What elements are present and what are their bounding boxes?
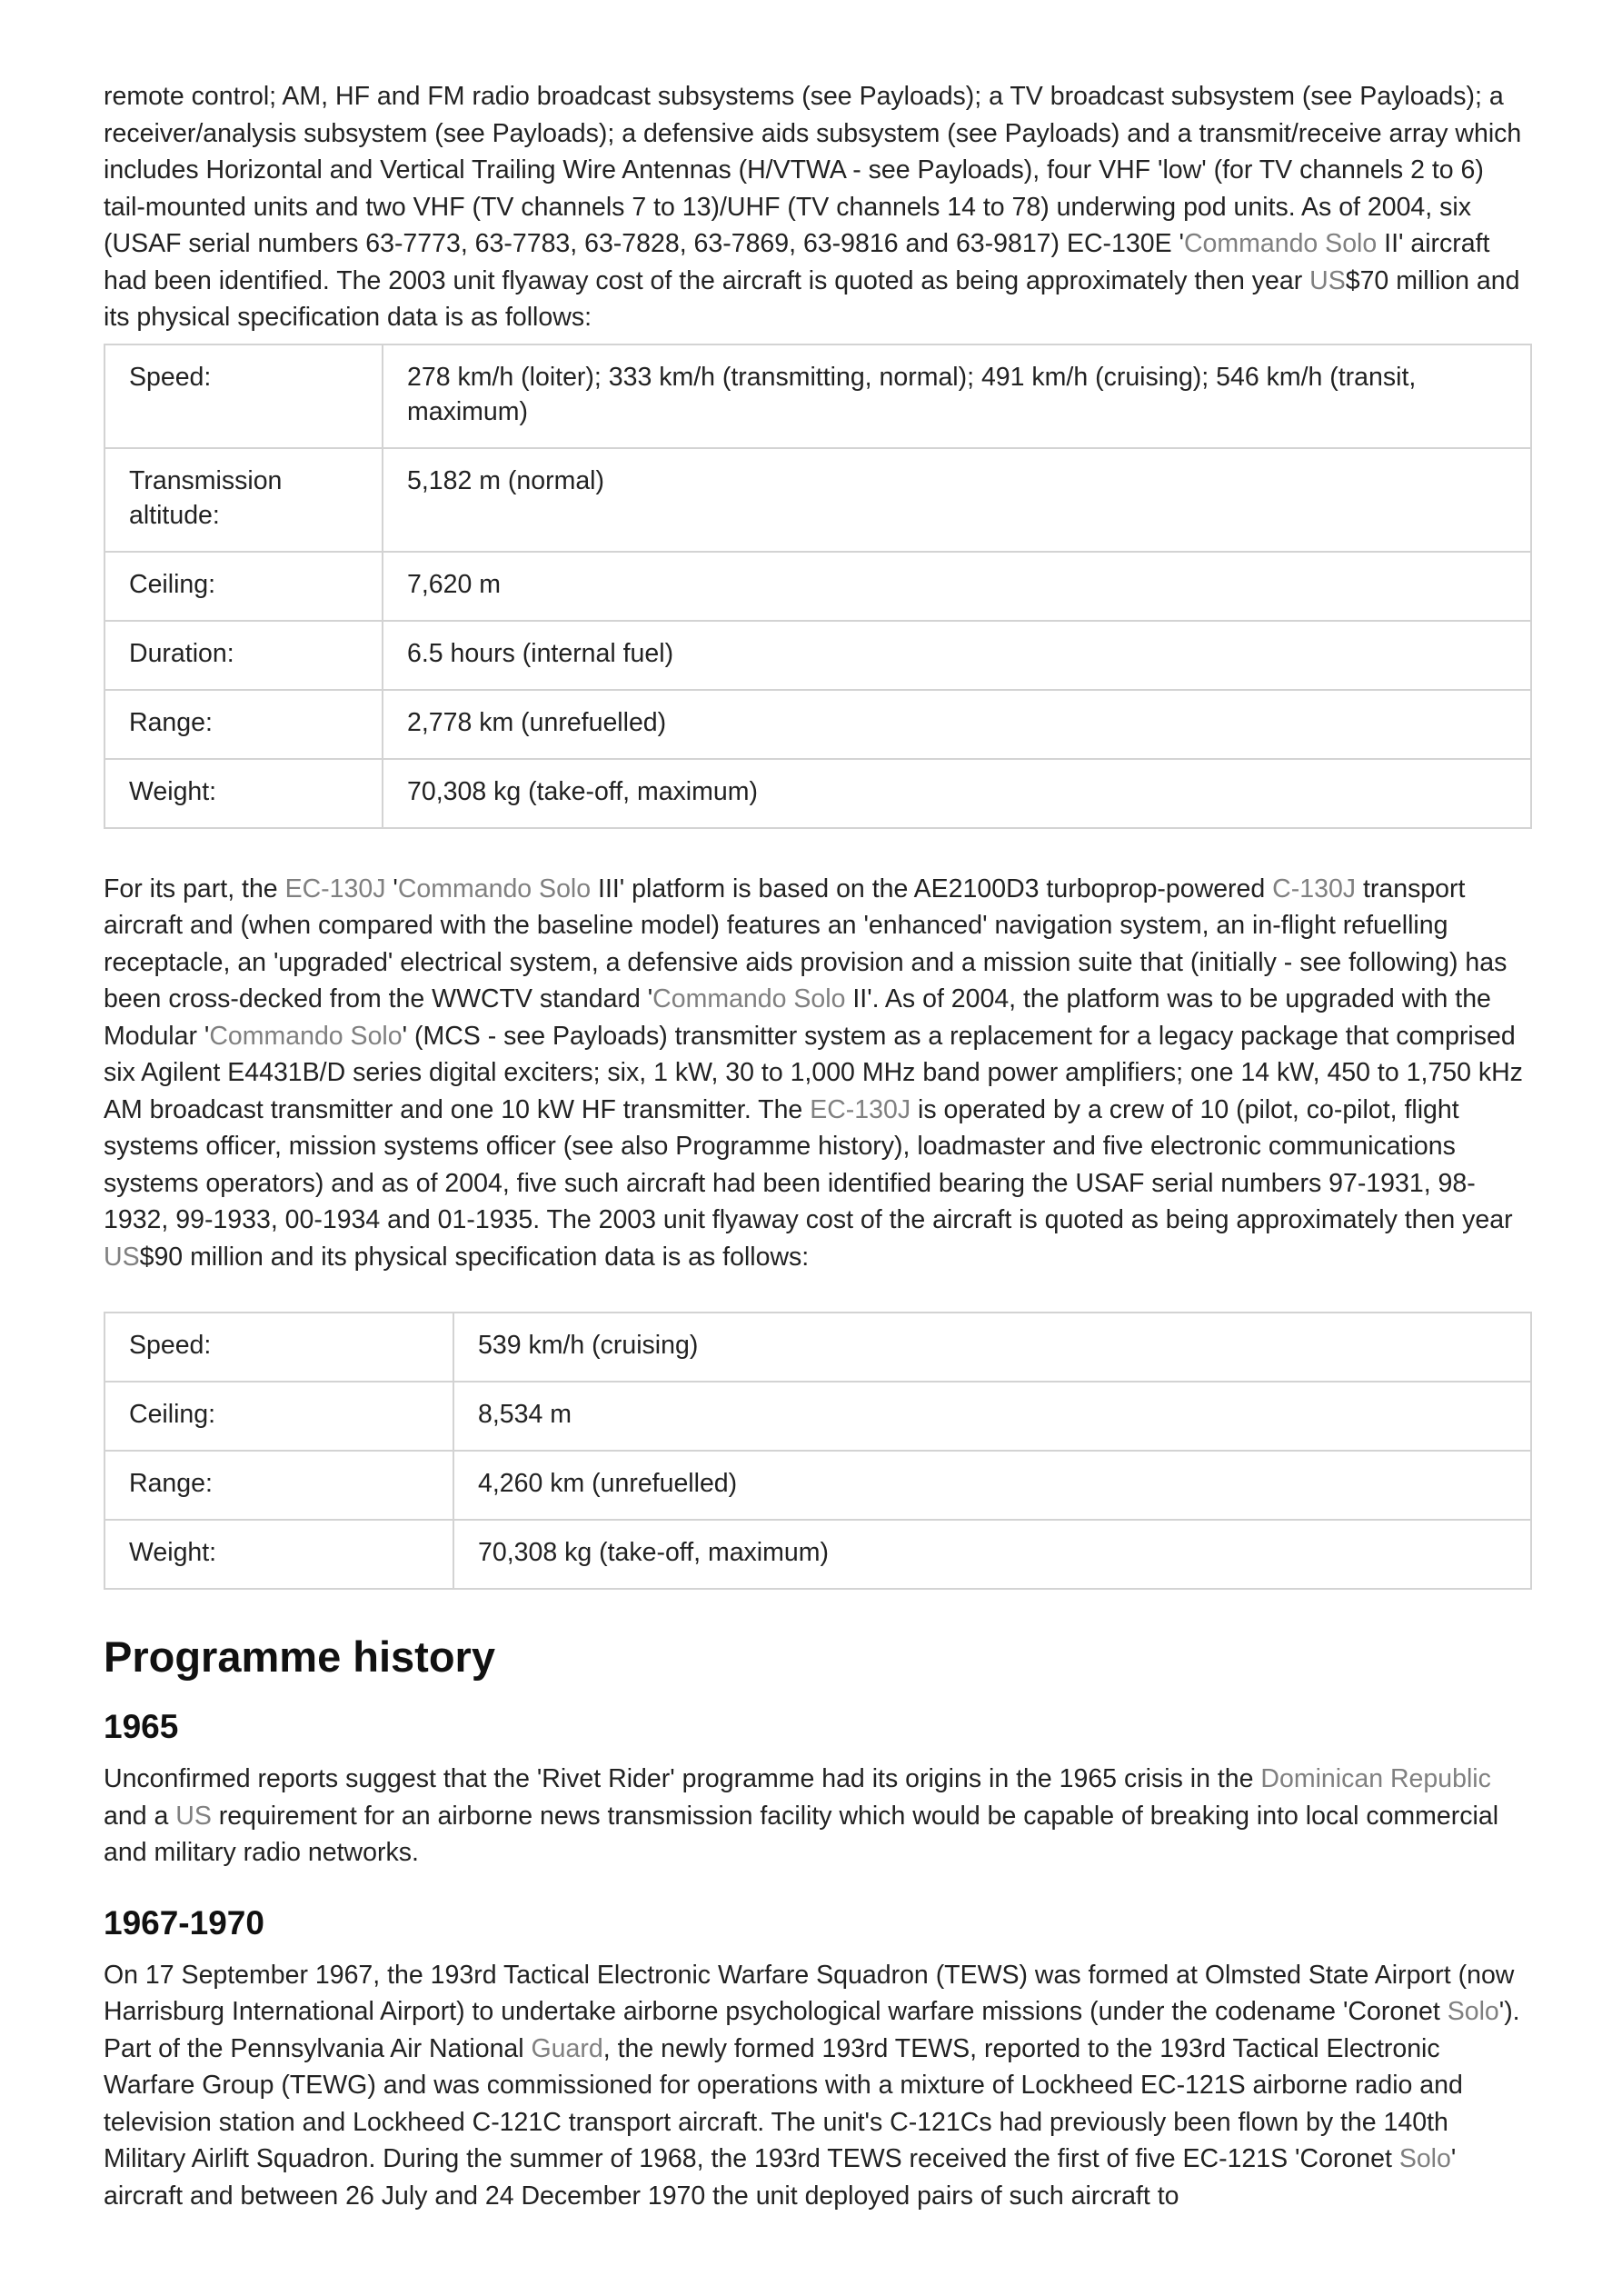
text-run: For its part, the <box>104 873 285 903</box>
ec-130e-spec-table <box>104 344 1532 829</box>
text-run: Unconfirmed reports suggest that the 'Rivet Rider' programme had its origins in the 1965 crisis in the <box>104 1764 1261 1793</box>
spec-label: Transmission altitude: <box>104 448 383 552</box>
spec-value: 7,620 m <box>383 552 1531 621</box>
inline-link[interactable]: US <box>175 1801 212 1831</box>
ec-130j-paragraph <box>104 871 1532 1276</box>
text-run: requirement for an airborne news transmission facility which would be capable of breaking into local commercial and military radio networks. <box>104 1801 1499 1867</box>
spec-value: 278 km/h (loiter); 333 km/h (transmitting, normal); 491 km/h (cruising); 546 km/h (transit, maximum) <box>383 344 1531 448</box>
spec-label: Speed: <box>104 1313 453 1382</box>
spec-row <box>104 1520 1531 1589</box>
spec-value: 70,308 kg (take-off, maximum) <box>453 1520 1531 1589</box>
text-run: III' platform is based on the AE2100D3 turboprop-powered <box>591 873 1273 903</box>
inline-link[interactable]: Commando Solo <box>209 1021 403 1051</box>
text-run: On 17 September 1967, the 193rd Tactical Electronic Warfare Squadron (TEWS) was formed at Olmsted State Airport (now Harrisburg International Airport) to undertake airborne psychological warfare missions (under the codename 'Coronet <box>104 1960 1515 2026</box>
spec-value: 4,260 km (unrefuelled) <box>453 1451 1531 1520</box>
spec-label: Weight: <box>104 1520 453 1589</box>
inline-link[interactable]: US <box>104 1242 140 1272</box>
spec-label: Ceiling: <box>104 1382 453 1451</box>
intro-paragraph <box>104 78 1532 336</box>
text-run: II' aircraft had been identified. The 2003 unit flyaway cost of the aircraft is quoted as being approximately then year <box>104 229 1490 295</box>
document-content <box>104 78 1532 2214</box>
inline-link[interactable]: Dominican Republic <box>1260 1764 1491 1793</box>
text-run: $70 million and its physical specification data is as follows: <box>104 265 1520 332</box>
spec-row <box>104 552 1531 621</box>
spec-row <box>104 344 1531 448</box>
text-run: '). Part of the Pennsylvania Air National <box>104 1997 1520 2063</box>
spec-row <box>104 690 1531 759</box>
spec-row <box>104 448 1531 552</box>
year-1965-heading: 1965 <box>104 1708 179 1745</box>
text-run: ' (MCS - see Payloads) transmitter system as a replacement for a legacy package that comprised six Agilent E4431B/D series digital exciters; six, 1 kW, 30 to 1,000 MHz band power amplifiers; one 14 kW, 450 to 1,750 kHz AM broadcast transmitter and one 10 kW HF transmitter. The <box>104 1021 1523 1124</box>
text-run: II'. As of 2004, the platform was to be upgraded with the Modular ' <box>104 984 1491 1051</box>
inline-link[interactable]: Commando Solo <box>397 873 592 903</box>
inline-link[interactable]: Commando Solo <box>652 984 846 1013</box>
spec-label: Range: <box>104 1451 453 1520</box>
spec-value: 70,308 kg (take-off, maximum) <box>383 759 1531 828</box>
spec-row <box>104 621 1531 690</box>
year-1967-1970-heading: 1967-1970 <box>104 1903 264 1942</box>
spec-label: Duration: <box>104 621 383 690</box>
spec-label: Ceiling: <box>104 552 383 621</box>
spec-label: Speed: <box>104 344 383 448</box>
spec-row <box>104 1451 1531 1520</box>
spec-row <box>104 759 1531 828</box>
spec-value: 8,534 m <box>453 1382 1531 1451</box>
spec-label: Weight: <box>104 759 383 828</box>
spec-row <box>104 1313 1531 1382</box>
programme-history-heading: Programme history <box>104 1632 495 1681</box>
inline-link[interactable]: US <box>1309 265 1346 295</box>
text-run: remote control; AM, HF and FM radio broadcast subsystems (see Payloads); a TV broadcast subsystem (see Payloads); a receiver/analysis subsystem (see Payloads); a defensive aids subsystem (see Payloads) and a transmit/receive array which includes Horizontal and Vertical Trailing Wire Antennas (H/VTWA - see Payloads), four VHF 'low' (for TV channels 2 to 6) tail-mounted units and two VHF (TV channels 7 to 13)/UHF (TV channels 14 to 78) underwing pod units. As of 2004, six (USAF serial numbers 63-7773, 63-7783, 63-7828, 63-7869, 63-9816 and 63-9817) EC-130E ' <box>104 82 1522 258</box>
spec-row <box>104 1382 1531 1451</box>
inline-link[interactable]: EC-130J <box>810 1094 911 1124</box>
spec-label: Range: <box>104 690 383 759</box>
inline-link[interactable]: Commando Solo <box>1183 229 1378 258</box>
inline-link[interactable]: Solo <box>1447 1997 1499 2026</box>
text-run: $90 million and its physical specification data is as follows: <box>139 1242 810 1272</box>
text-run: transport aircraft and (when compared with the baseline model) features an 'enhanced' navigation system, an in-flight refuelling receptacle, an 'upgraded' electrical system, a defensive aids provision and a mission suite that (initially - see following) has been cross-decked from the WWCTV standard ' <box>104 873 1508 1013</box>
text-run: and a <box>104 1801 176 1831</box>
spec-value: 539 km/h (cruising) <box>453 1313 1531 1382</box>
text-run: ' aircraft and between 26 July and 24 December 1970 the unit deployed pairs of such aircraft to <box>104 2144 1457 2211</box>
inline-link[interactable]: Solo <box>1398 2144 1451 2173</box>
inline-link[interactable]: C-130J <box>1272 873 1357 903</box>
year-1965-paragraph <box>104 1761 1532 1872</box>
spec-value: 6.5 hours (internal fuel) <box>383 621 1531 690</box>
spec-value: 2,778 km (unrefuelled) <box>383 690 1531 759</box>
text-run: , the newly formed 193rd TEWS, reported to the 193rd Tactical Electronic Warfare Group (TEWG) and was commissioned for operations with a mixture of Lockheed EC-121S airborne radio and television station and Lockheed C-121C transport aircraft. The unit's C-121Cs had previously been flown by the 140th Military Airlift Squadron. During the summer of 1968, the 193rd TEWS received the first of five EC-121S 'Coronet <box>104 2033 1463 2173</box>
inline-link[interactable]: EC-130J <box>284 873 386 903</box>
inline-link[interactable]: Guard <box>531 2033 603 2063</box>
year-1967-1970-paragraph <box>104 1957 1532 2215</box>
text-run: is operated by a crew of 10 (pilot, co-pilot, flight systems officer, mission systems officer (see also Programme history), loadmaster and five electronic communications systems operators) and as of 2004, five such aircraft had been identified bearing the USAF serial numbers 97-1931, 98-1932, 99-1933, 00-1934 and 01-1935. The 2003 unit flyaway cost of the aircraft is quoted as being approximately then year <box>104 1094 1513 1234</box>
spec-value: 5,182 m (normal) <box>383 448 1531 552</box>
text-run: ' <box>385 873 398 903</box>
ec-130j-spec-table <box>104 1312 1532 1590</box>
